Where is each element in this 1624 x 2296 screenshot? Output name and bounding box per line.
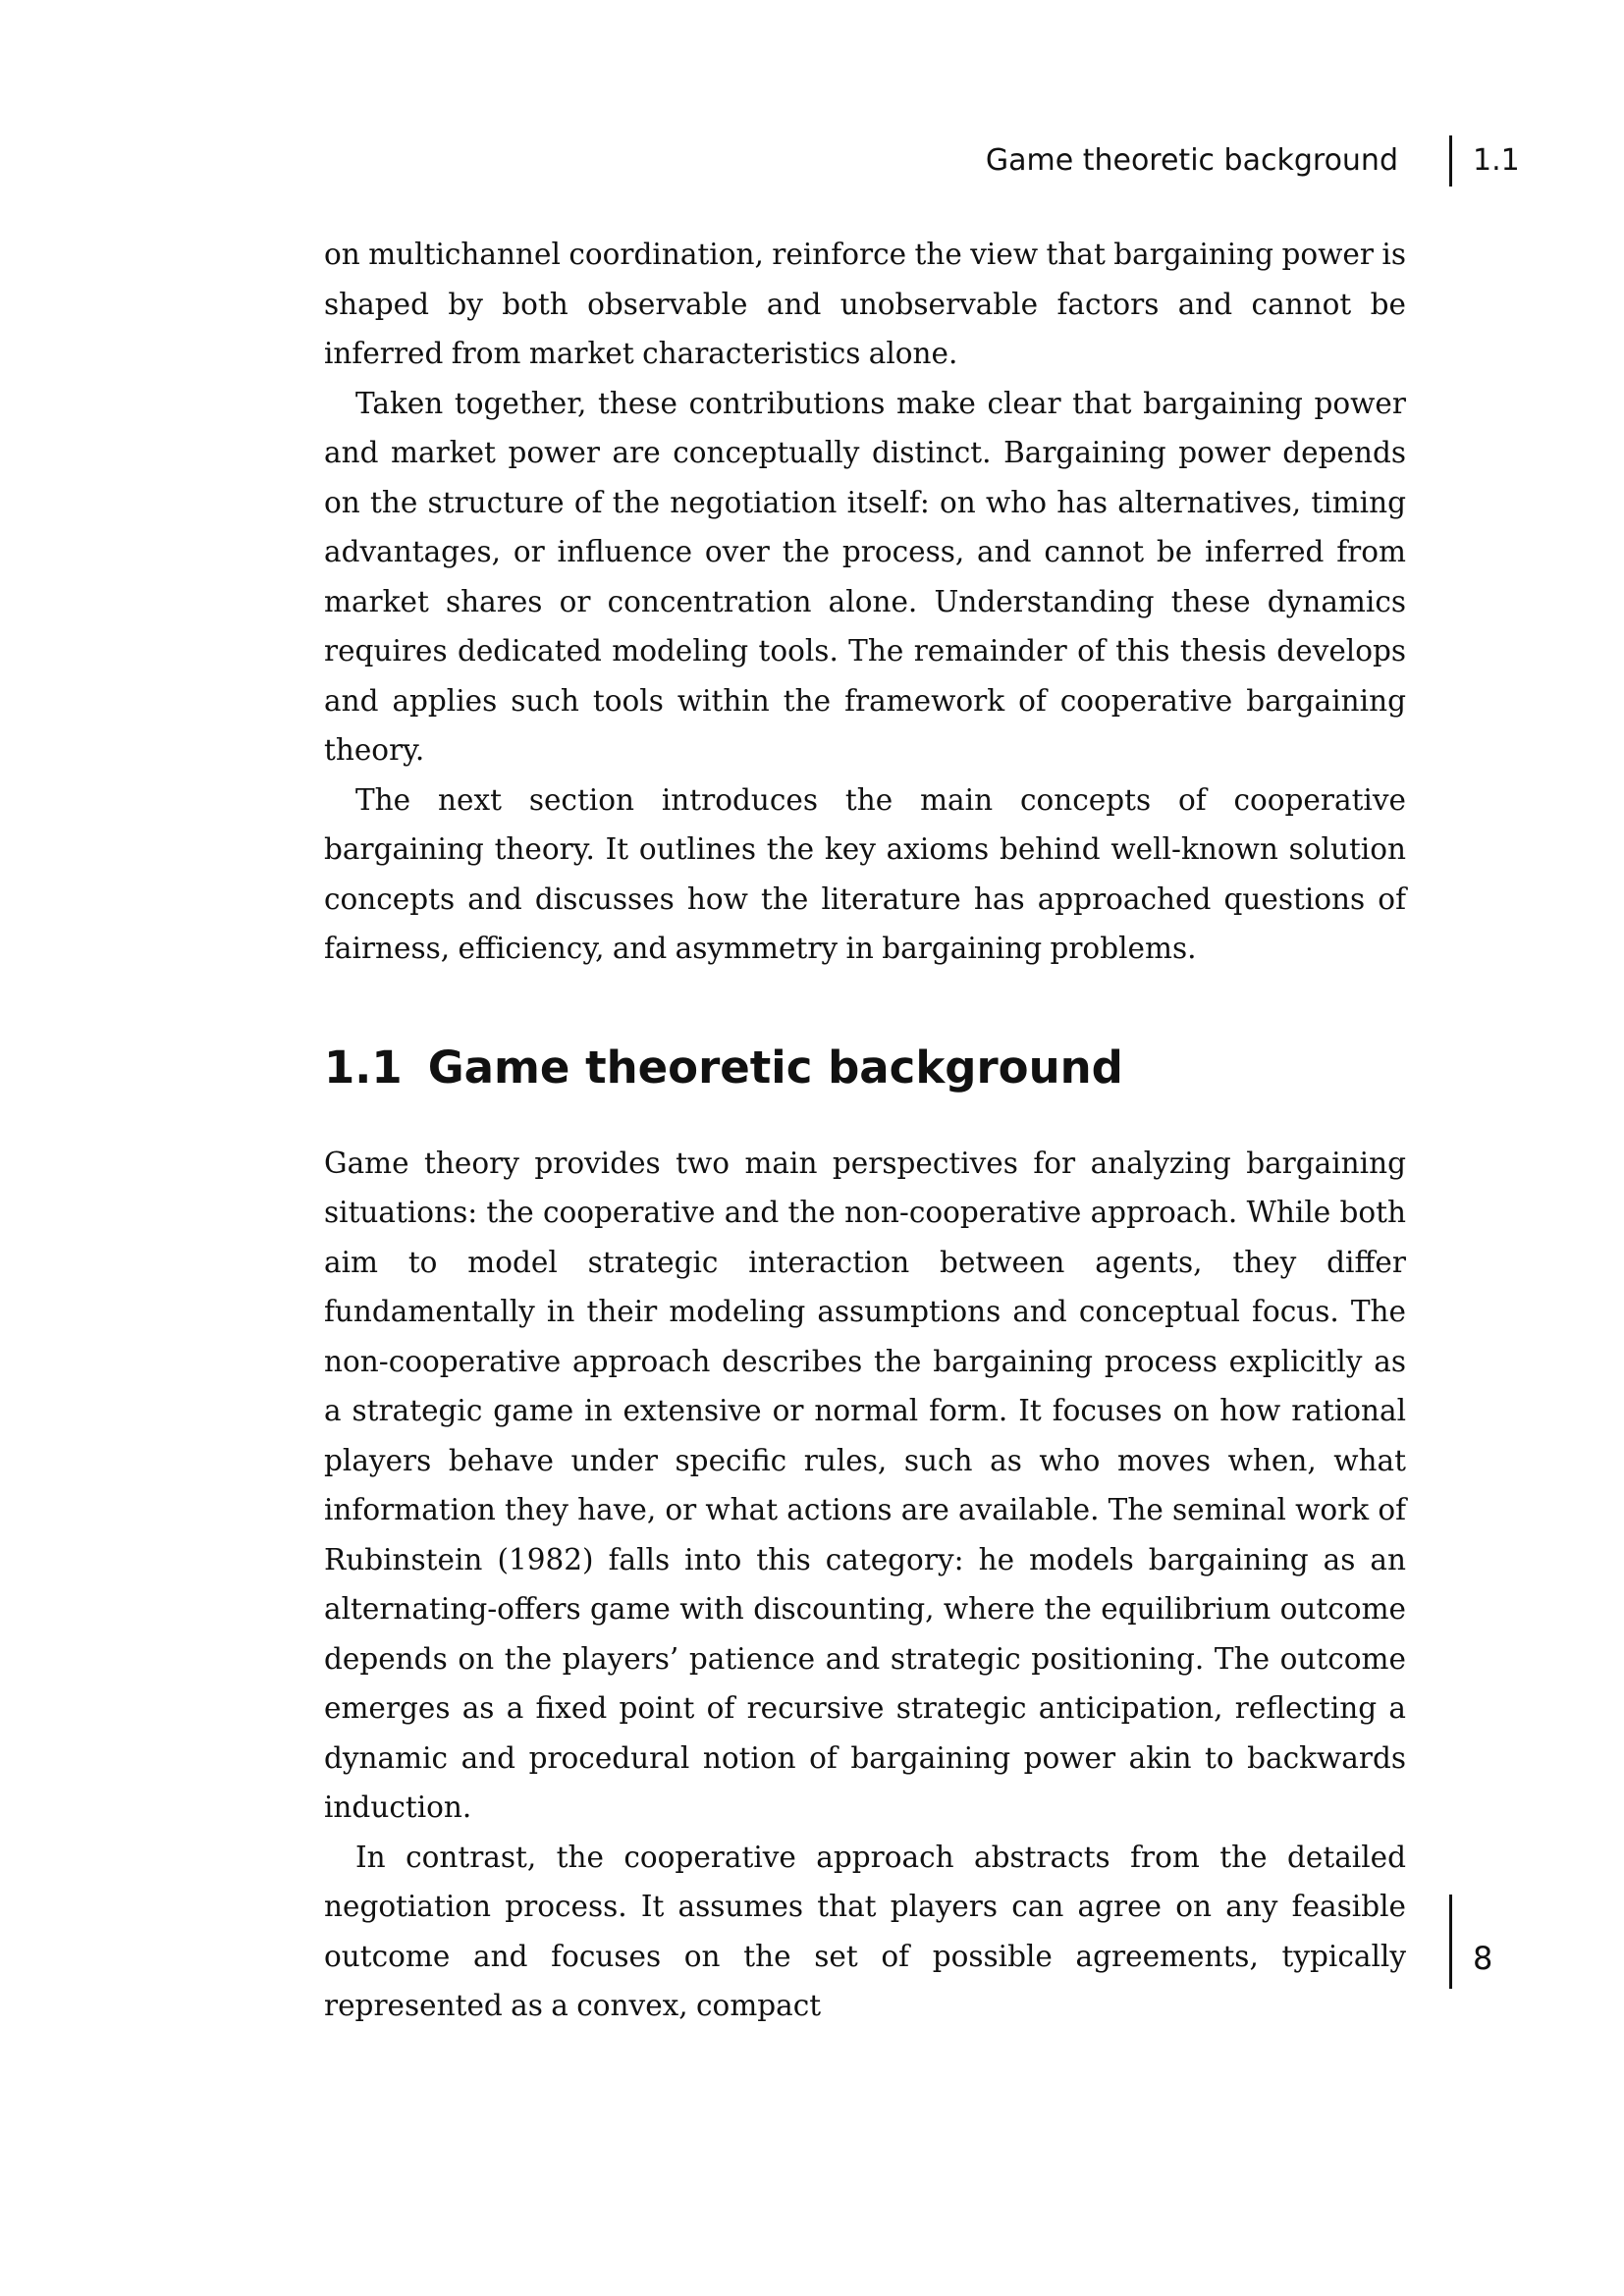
- page-number: 8: [1473, 1940, 1493, 1977]
- running-header-section-number: 1.1: [1473, 143, 1520, 178]
- paragraph-cooperative-approach: In contrast, the cooperative approach abstracts from the detailed negotiation process. It assumes that players can agree on any feasible outcome and focuses on the set of possible agreements, typically represented as a convex, compact: [324, 1840, 1406, 2022]
- section-heading-number: 1.1: [324, 1041, 403, 1094]
- paragraph-summary: Taken together, these contributions make clear that bargaining power and market power are conceptually distinct. Bargaining power depends on the structure of the negotiation itself: on who has alternatives, timing advantages, or influence over the process, and cannot be inferred from market shares or concentration alone. Understanding these dynamics requires dedicated modeling tools. The remainder of this thesis develops and applies such tools within the framework of cooperative bargaining theory.: [324, 386, 1406, 767]
- header-divider: [1449, 135, 1452, 187]
- paragraph-continuation: on multichannel coordination, reinforce the view that bargaining power is shaped by both observable and unobservable factors and cannot be inferred from market characteristics alone.: [324, 238, 1406, 370]
- running-header-title: Game theoretic background: [985, 143, 1398, 178]
- body-text: [324, 230, 1406, 2031]
- paragraph-next-section: The next section introduces the main concepts of cooperative bargaining theory. It outlines the key axioms behind well-known solution concepts and discusses how the literature has approached questions of fairness, efficiency, and asymmetry in bargaining problems.: [324, 782, 1406, 965]
- section-heading-title: Game theoretic background: [427, 1041, 1123, 1094]
- footer-divider: [1449, 1895, 1452, 1989]
- section-heading: [324, 1039, 1406, 1097]
- paragraph-game-theory: Game theory provides two main perspectives for analyzing bargaining situations: the cooperative and the non-cooperative approach. While both aim to model strategic interaction between agents, they differ fundamentally in their modeling assumptions and conceptual focus. The non-cooperative approach describes the bargaining process explicitly as a strategic game in extensive or normal form. It focuses on how rational players behave under specific rules, such as who moves when, what information they have, or what actions are available. The seminal work of Rubinstein (1982) falls into this category: he models bargaining as an alternating-offers game with discounting, where the equilibrium outcome depends on the players’ patience and strategic positioning. The outcome emerges as a fixed point of recursive strategic anticipation, reflecting a dynamic and procedural notion of bargaining power akin to backwards induction.: [324, 1146, 1406, 1824]
